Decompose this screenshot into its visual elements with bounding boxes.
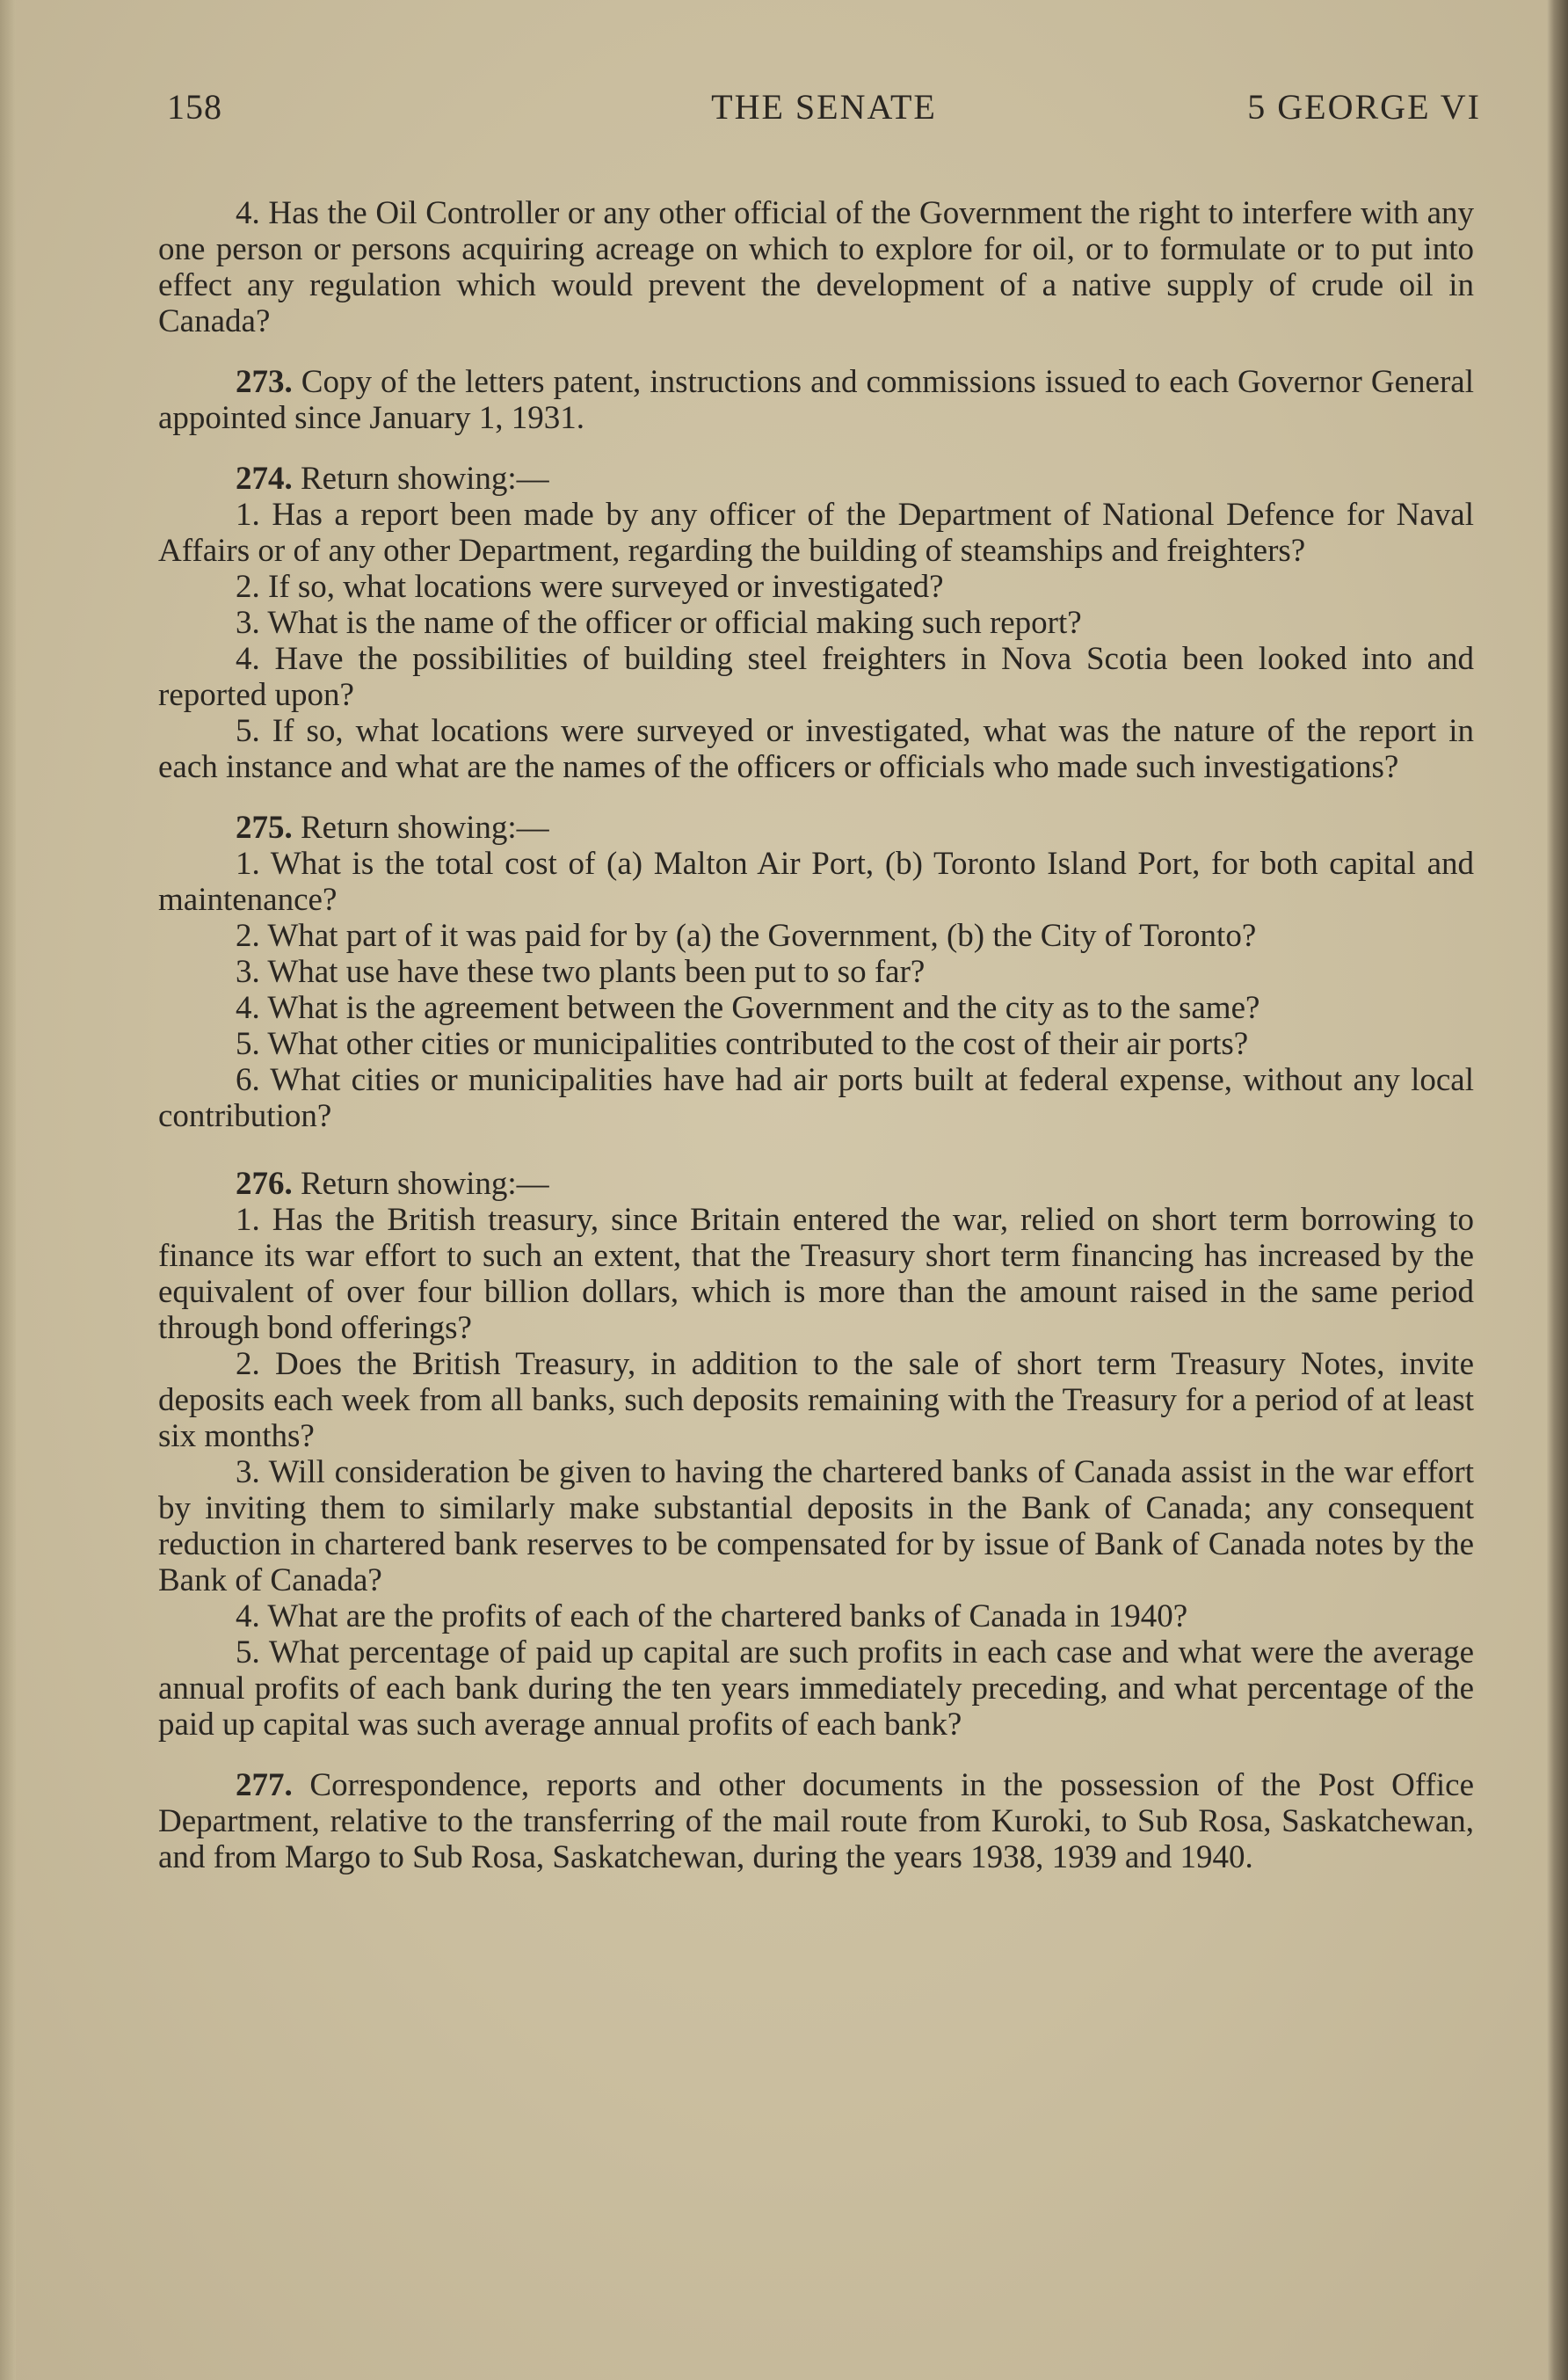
question-276-item-4: 4. What are the profits of each of the chartered banks of Canada in 1940? <box>236 1598 1188 1634</box>
question-274-item-3: 3. What is the name of the officer or official making such report? <box>236 605 1082 641</box>
question-274-item-1: 1. Has a report been made by any officer of the Department of National Defence for Naval Affairs or of any other Department, regarding the building of steamships and freighters? <box>158 497 1474 569</box>
question-276-heading <box>158 1166 1474 1202</box>
regnal-year: 5 GEORGE VI <box>1247 87 1481 127</box>
running-header <box>167 86 1481 132</box>
question-274-heading <box>158 461 1474 497</box>
question-text: Copy of the letters patent, instructions and commissions issued to each Governor General appointed since January 1, 1931. <box>158 364 1474 436</box>
question-274-item-5: 5. If so, what locations were surveyed or investigated, what was the nature of the report in each instance and what are the names of the officers or officials who made such investigations? <box>158 713 1474 785</box>
question-text: Correspondence, reports and other documents in the possession of the Post Office Department, relative to the transferring of the mail route from Kuroki, to Sub Rosa, Saskatchewan, and from Margo to Sub Rosa, Saskatchewan, during the years 1938, 1939 and 1940. <box>158 1767 1474 1875</box>
running-title: THE SENATE <box>711 87 937 127</box>
question-275-item-4: 4. What is the agreement between the Government and the city as to the same? <box>236 990 1260 1026</box>
question-intro: Return showing:— <box>292 1166 549 1202</box>
question-273 <box>158 364 1474 436</box>
question-275-item-5: 5. What other cities or municipalities contributed to the cost of their air ports? <box>236 1026 1249 1062</box>
question-number: 273. <box>236 364 293 400</box>
question-275-item-6: 6. What cities or municipalities have had air ports built at federal expense, without any local contribution? <box>158 1062 1474 1134</box>
question-275-heading <box>158 810 1474 846</box>
question-276-item-2: 2. Does the British Treasury, in addition to the sale of short term Treasury Notes, invite deposits each week from all banks, such deposits remaining with the Treasury for a period of at least six months? <box>158 1346 1474 1454</box>
page-left-edge <box>0 0 16 2380</box>
question-275-item-2: 2. What part of it was paid for by (a) the Government, (b) the City of Toronto? <box>236 918 1257 954</box>
question-275-item-1: 1. What is the total cost of (a) Malton Air Port, (b) Toronto Island Port, for both capital and maintenance? <box>158 846 1474 918</box>
question-276-item-3: 3. Will consideration be given to having the chartered banks of Canada assist in the war effort by inviting them to similarly make substantial deposits in the Bank of Canada; any consequent reduction in chartered bank reserves to be compensated for by issue of Bank of Canada notes by the Bank of Canada? <box>158 1454 1474 1598</box>
question-277 <box>158 1767 1474 1875</box>
question-number: 275. <box>236 810 293 846</box>
question-275-item-3: 3. What use have these two plants been put to so far? <box>236 954 926 990</box>
page-number: 158 <box>167 87 222 127</box>
question-number: 277. <box>236 1767 293 1803</box>
question-272-item-4: 4. Has the Oil Controller or any other official of the Government the right to interfere with any one person or persons acquiring acreage on which to explore for oil, or to formulate or to put into effect any regulation which would prevent the development of a native supply of crude oil in Canada? <box>158 195 1474 339</box>
question-number: 276. <box>236 1166 293 1202</box>
question-274-item-4: 4. Have the possibilities of building steel freighters in Nova Scotia been looked into and reported upon? <box>158 641 1474 713</box>
question-intro: Return showing:— <box>292 461 549 497</box>
page-body <box>158 195 1474 1875</box>
question-number: 274. <box>236 461 293 497</box>
question-276-item-5: 5. What percentage of paid up capital are such profits in each case and what were the average annual profits of each bank during the ten years immediately preceding, and what percentage of the paid up capital was such average annual profits of each bank? <box>158 1634 1474 1743</box>
question-274-item-2: 2. If so, what locations were surveyed or investigated? <box>236 569 944 605</box>
question-intro: Return showing:— <box>292 810 549 846</box>
page-right-edge <box>1547 0 1568 2380</box>
question-276-item-1: 1. Has the British treasury, since Britain entered the war, relied on short term borrowing to finance its war effort to such an extent, that the Treasury short term financing has increased by the equivalent of over four billion dollars, which is more than the amount raised in the same period through bond offerings? <box>158 1202 1474 1346</box>
